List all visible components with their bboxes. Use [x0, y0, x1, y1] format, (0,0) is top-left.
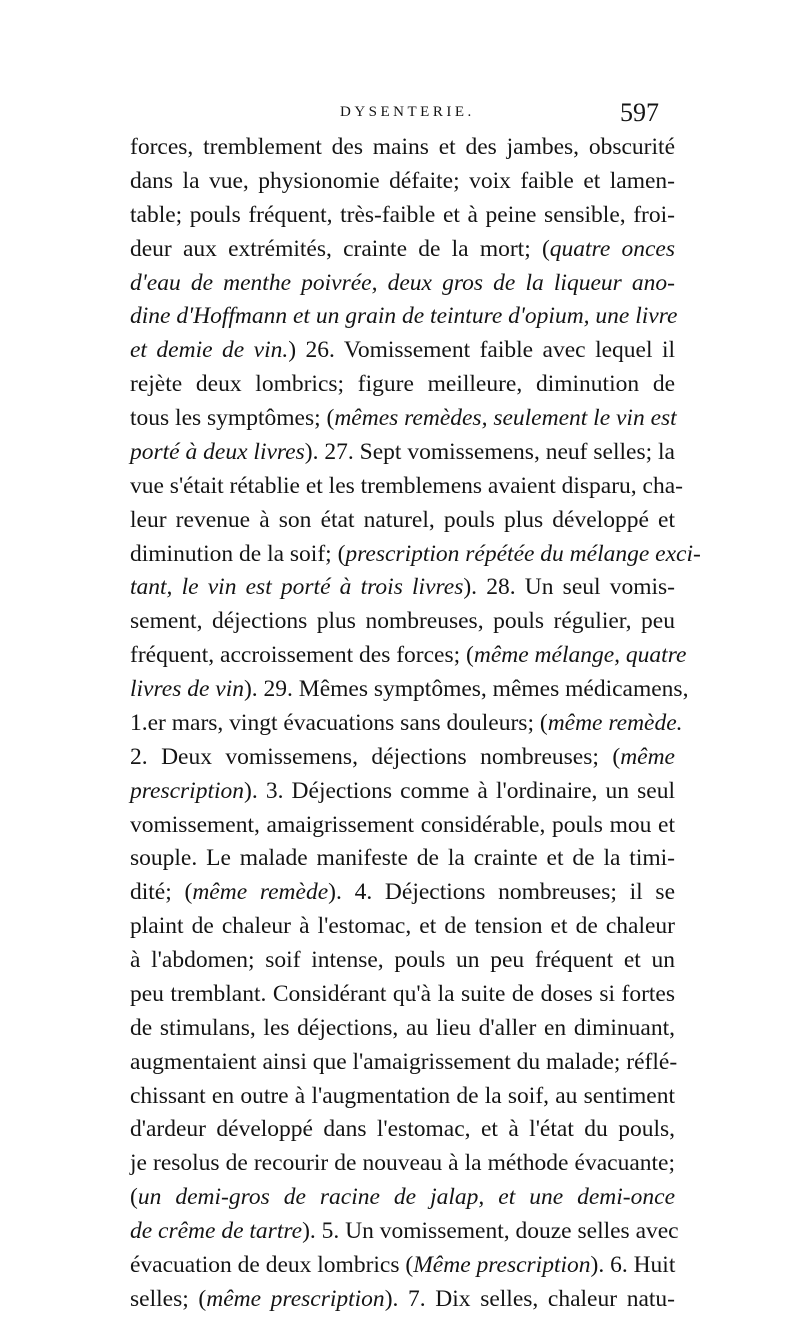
italic-text-segment: livres de vin: [130, 676, 244, 702]
text-line: [130, 1215, 679, 1249]
italic-text-segment: même mélange, quatre: [473, 642, 687, 669]
text-line: [130, 1046, 678, 1080]
text-line: [130, 436, 675, 470]
italic-text-segment: quatre onces: [549, 235, 675, 262]
text-segment: je resolus de recourir de nouveau à la méthode évacuante;: [130, 1150, 675, 1177]
text-line: [130, 605, 675, 639]
text-segment: diminution de la soif; (: [130, 540, 346, 567]
text-line: [130, 368, 675, 402]
text-segment: leur revenue à son état naturel, pouls plus développé et: [130, 506, 675, 533]
text-segment: chissant en outre à l'augmentation de la soif, au sentiment: [130, 1082, 675, 1109]
text-segment: d'ardeur développé dans l'estomac, et à l'état du pouls,: [130, 1116, 675, 1143]
italic-text-segment: même remède: [192, 879, 329, 906]
text-line: [130, 1147, 675, 1181]
page-number: 597: [620, 98, 659, 127]
text-line: [130, 300, 678, 334]
text-segment: sement, déjections plus nombreuses, pouls régulier, peu: [130, 608, 675, 635]
text-line: [130, 809, 675, 843]
text-line: [130, 978, 675, 1012]
italic-text-segment: mêmes remèdes, seulement le vin est: [334, 405, 677, 431]
italic-text-segment: prescription: [130, 777, 245, 804]
text-segment: 2. Deux vomissemens, déjections nombreuses; (: [130, 743, 621, 770]
text-line: [130, 944, 675, 978]
text-line: [130, 639, 687, 673]
body-text: [130, 131, 701, 1317]
italic-text-segment: même: [620, 743, 675, 770]
text-segment: tous les symptômes; (: [130, 405, 335, 431]
text-segment: vomissement, amaigrissement considérable, pouls mou et: [130, 811, 675, 838]
text-segment: 1.er mars, vingt évacuations sans douleurs; (: [130, 709, 548, 736]
text-segment: fréquent, accroissement des forces; (: [130, 642, 474, 669]
text-line: [130, 538, 701, 572]
text-line: [130, 842, 675, 876]
italic-text-segment: Même prescription: [413, 1251, 591, 1278]
text-line: [130, 233, 675, 267]
text-line: [130, 673, 689, 707]
text-line: [130, 267, 675, 301]
italic-text-segment: même remède.: [547, 709, 683, 736]
text-segment: souple. Le malade manifeste de la crainte et de la timi-: [130, 845, 675, 872]
text-line: [130, 470, 683, 504]
text-segment: ) 26. Vomissement faible avec lequel il: [288, 337, 676, 364]
text-line: [130, 1080, 675, 1114]
italic-text-segment: porté à deux livres: [130, 438, 305, 465]
text-line: [130, 199, 675, 233]
italic-text-segment: dine d'Hoffmann et un grain de teinture d'opium, une livre: [130, 303, 678, 330]
text-segment: ). 7. Dix selles, chaleur natu-: [384, 1285, 675, 1312]
text-segment: plaint de chaleur à l'estomac, et de tension et de chaleur: [130, 913, 675, 940]
italic-text-segment: d'eau de menthe poivrée, deux gros de la liqueur ano-: [130, 269, 675, 296]
text-segment: ). 27. Sept vomissemens, neuf selles; la: [304, 438, 675, 465]
text-line: [130, 402, 675, 436]
text-line: [130, 1181, 675, 1215]
italic-text-segment: et demie de vin.: [130, 337, 289, 364]
text-segment: ). 4. Déjections nombreuses; il se: [328, 879, 675, 906]
text-line: [130, 1012, 675, 1046]
text-line: [130, 876, 675, 910]
text-line: [130, 131, 675, 165]
text-segment: de stimulans, les déjections, au lieu d'aller en diminuant,: [130, 1014, 675, 1041]
text-line: [130, 504, 675, 538]
text-segment: (: [130, 1184, 138, 1211]
text-segment: rejète deux lombrics; figure meilleure, diminution de: [130, 371, 675, 398]
text-segment: deur aux extrémités, crainte de la mort; (: [130, 235, 550, 262]
text-line: [130, 165, 675, 199]
text-segment: vue s'était rétablie et les tremblemens avaient disparu, cha-: [130, 472, 683, 499]
italic-text-segment: un demi-gros de racine de jalap, et une demi-once: [137, 1184, 675, 1211]
text-segment: augmentaient ainsi que l'amaigrissement du malade; réflé-: [130, 1048, 678, 1075]
italic-text-segment: de crême de tartre: [130, 1218, 303, 1244]
running-title: DYSENTERIE.: [340, 104, 475, 120]
text-segment: à l'abdomen; soif intense, pouls un peu fréquent et un: [130, 947, 675, 973]
text-line: [130, 775, 675, 809]
italic-text-segment: même prescription: [206, 1285, 385, 1312]
text-segment: évacuation de deux lombrics (: [130, 1251, 414, 1278]
italic-text-segment: prescription répétée du mélange exci-: [345, 540, 701, 567]
text-line: [130, 707, 683, 741]
text-line: [130, 910, 675, 944]
text-line: [130, 1113, 675, 1147]
text-line: [130, 1249, 675, 1283]
italic-text-segment: tant, le vin est porté à trois livres: [130, 574, 464, 601]
text-segment: ). 5. Un vomissement, douze selles avec: [302, 1218, 679, 1244]
text-line: [130, 1283, 675, 1317]
text-segment: forces, tremblement des mains et des jambes, obscurité: [130, 134, 675, 160]
text-segment: dité; (: [130, 879, 193, 906]
text-segment: selles; (: [130, 1285, 207, 1312]
text-segment: ). 29. Mêmes symptômes, mêmes médicamens,: [243, 676, 689, 702]
text-segment: dans la vue, physionomie défaite; voix faible et lamen-: [130, 167, 675, 194]
text-segment: ). 3. Déjections comme à l'ordinaire, un seul: [244, 777, 675, 804]
text-line: [130, 334, 675, 368]
text-segment: table; pouls fréquent, très-faible et à peine sensible, froi-: [130, 201, 675, 228]
text-segment: peu tremblant. Considérant qu'à la suite de doses si fortes: [130, 980, 675, 1007]
text-segment: ). 6. Huit: [590, 1251, 676, 1278]
text-line: [130, 571, 675, 605]
text-line: [130, 741, 675, 775]
text-segment: ). 28. Un seul vomis-: [463, 574, 675, 601]
